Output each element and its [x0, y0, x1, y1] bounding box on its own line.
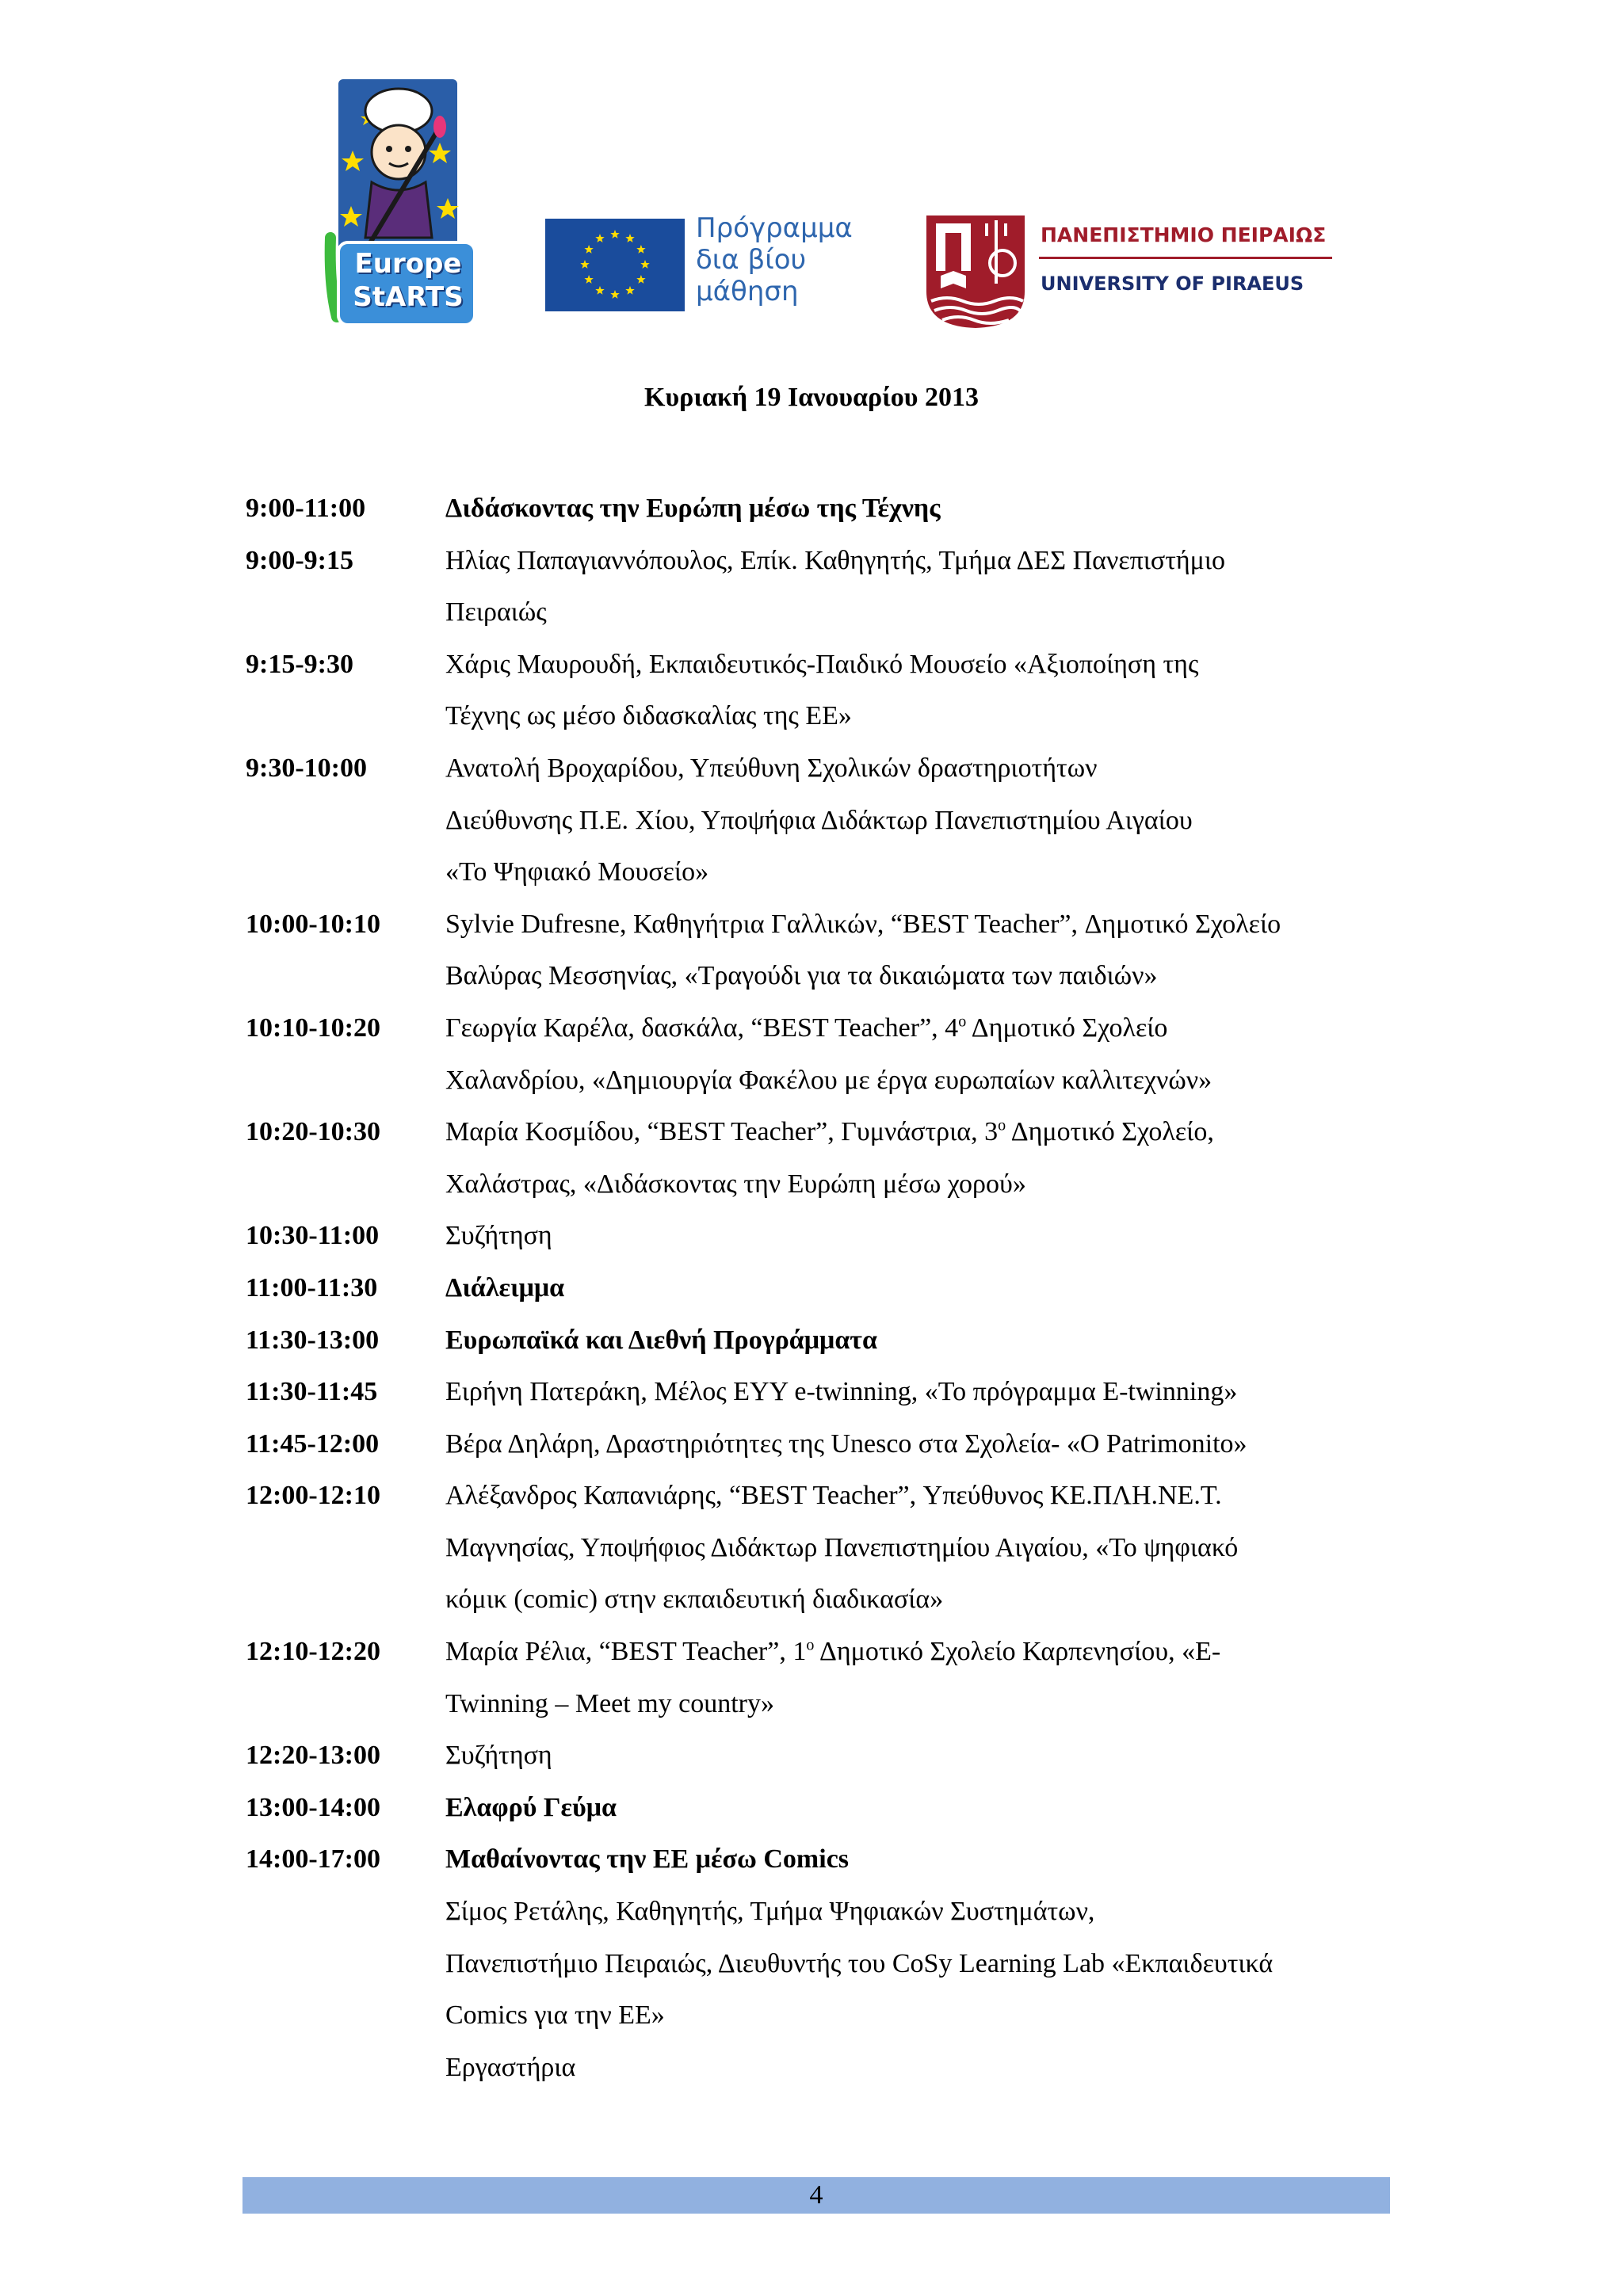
- schedule-line: Χάρις Μαυρουδή, Εκπαιδευτικός-Παιδικό Μουσείο «Αξιοποίηση της: [445, 649, 1199, 679]
- schedule-time: 12:10-12:20: [246, 1637, 380, 1667]
- schedule-entry: [246, 742, 1411, 898]
- schedule-line: Βέρα Δηλάρη, Δραστηριότητες της Unesco στα Σχολεία- «O Patrimonito»: [445, 1428, 1247, 1459]
- schedule-line: Χαλάστρας, «Διδάσκοντας την Ευρώπη μέσω χορού»: [445, 1169, 1026, 1199]
- page-number: 4: [809, 2180, 823, 2210]
- schedule-description: [445, 535, 1411, 639]
- schedule-entry: [246, 1782, 1411, 1834]
- llp-line-3: μάθηση: [696, 276, 799, 307]
- schedule-description: [445, 1002, 1411, 1106]
- schedule-line: Ηλίας Παπαγιαννόπουλος, Επίκ. Καθηγητής, Τμήμα ΔΕΣ Πανεπιστήμιο: [445, 545, 1226, 575]
- ordinal-superscript: ο: [998, 1116, 1006, 1135]
- schedule-time: 10:30-11:00: [246, 1221, 380, 1251]
- schedule-line: Πειραιώς: [445, 597, 547, 627]
- schedule-entry: [246, 1210, 1411, 1262]
- university-name-english: UNIVERSITY OF PIRAEUS: [1041, 273, 1304, 295]
- schedule-line: Ανατολή Βροχαρίδου, Υπεύθυνη Σχολικών δραστηριοτήτων: [445, 753, 1098, 783]
- schedule-entry: [246, 1366, 1411, 1418]
- day-heading: Κυριακή 19 Ιανουαρίου 2013: [644, 383, 979, 412]
- schedule-description: [445, 1418, 1411, 1470]
- schedule-entry: [246, 1002, 1411, 1106]
- schedule-line: Διεύθυνσης Π.Ε. Χίου, Υποψήφια Διδάκτωρ Πανεπιστημίου Αιγαίου: [445, 805, 1193, 835]
- schedule-table: [246, 482, 1411, 2093]
- schedule-entry: [246, 1262, 1411, 1314]
- schedule-entry: [246, 1626, 1411, 1730]
- schedule-line: Ευρωπαϊκά και Διεθνή Προγράμματα: [445, 1325, 877, 1355]
- line-text-before: Μαρία Ρέλια, “BEST Teacher”, 1: [445, 1637, 807, 1667]
- line-text-after: Δημοτικό Σχολείο: [966, 1013, 1168, 1043]
- schedule-line: Τέχνης ως μέσο διδασκαλίας της ΕΕ»: [445, 701, 852, 731]
- schedule-description: [445, 1470, 1411, 1626]
- schedule-line: Ελαφρύ Γεύμα: [445, 1792, 617, 1822]
- schedule-description: [445, 1106, 1411, 1210]
- schedule-line: Twinning – Meet my country»: [445, 1688, 775, 1718]
- schedule-description: [445, 1730, 1411, 1782]
- schedule-description: [445, 1210, 1411, 1262]
- schedule-description: [445, 1262, 1411, 1314]
- schedule-description: [445, 1833, 1411, 1886]
- schedule-time: 10:20-10:30: [246, 1117, 380, 1147]
- schedule-time: 14:00-17:00: [246, 1844, 380, 1875]
- schedule-line: Comics για την ΕΕ»: [445, 2000, 665, 2031]
- schedule-line: Συζήτηση: [445, 1741, 552, 1771]
- llp-line-2: δια βίου: [696, 244, 807, 276]
- schedule-entry: [246, 1106, 1411, 1210]
- schedule-time: 12:00-12:10: [246, 1481, 380, 1511]
- schedule-line: Διάλειμμα: [445, 1272, 565, 1302]
- schedule-description: [445, 1782, 1411, 1834]
- line-text-after: Δημοτικό Σχολείο Καρπενησίου, «E-: [814, 1637, 1221, 1667]
- logo-word-europe: Europe: [354, 248, 462, 280]
- schedule-time: 9:30-10:00: [246, 753, 367, 783]
- schedule-line: κόμικ (comic) στην εκπαιδευτική διαδικασία»: [445, 1585, 944, 1615]
- schedule-time: 12:20-13:00: [246, 1741, 380, 1771]
- schedule-time: 10:00-10:10: [246, 909, 380, 939]
- university-of-piraeus-logo: [923, 212, 1335, 330]
- schedule-line: Διδάσκοντας την Ευρώπη μέσω της Τέχνης: [445, 494, 941, 523]
- schedule-time: 9:00-11:00: [246, 494, 366, 523]
- schedule-description: [445, 898, 1411, 1002]
- schedule-line: Sylvie Dufresne, Καθηγήτρια Γαλλικών, “BEST Teacher”, Δημοτικό Σχολείο: [445, 909, 1281, 939]
- schedule-description: [445, 1314, 1411, 1367]
- schedule-description: [445, 482, 1411, 535]
- llp-line-1: Πρόγραμμα: [696, 212, 853, 244]
- schedule-time: 9:00-9:15: [246, 545, 353, 575]
- line-text-after: Δημοτικό Σχολείο,: [1006, 1117, 1214, 1147]
- schedule-line: [445, 1106, 1411, 1158]
- schedule-description: [445, 1626, 1411, 1730]
- schedule-time: 11:00-11:30: [246, 1272, 378, 1302]
- schedule-line: Πανεπιστήμιο Πειραιώς, Διευθυντής του CoSy Learning Lab «Εκπαιδευτικά: [445, 1948, 1274, 1978]
- schedule-description: [445, 639, 1411, 742]
- schedule-time: 11:30-13:00: [246, 1325, 380, 1355]
- schedule-entry: [246, 1886, 1411, 2093]
- schedule-time: 11:45-12:00: [246, 1428, 380, 1459]
- line-text-before: Γεωργία Καρέλα, δασκάλα, “BEST Teacher”, 4: [445, 1013, 959, 1043]
- schedule-line: Μαθαίνοντας την ΕΕ μέσω Comics: [445, 1844, 850, 1875]
- schedule-time: [246, 1886, 445, 2093]
- schedule-entry: [246, 898, 1411, 1002]
- europe-starts-wordmark: [345, 247, 472, 314]
- schedule-entry: [246, 1314, 1411, 1367]
- schedule-line: Εργαστήρια: [445, 2052, 576, 2082]
- schedule-line: Ειρήνη Πατεράκη, Μέλος ΕΥΥ e-twinning, «Το πρόγραμμα E-twinning»: [445, 1377, 1238, 1407]
- schedule-entry: [246, 639, 1411, 742]
- schedule-entry: [246, 1418, 1411, 1470]
- line-text-before: Μαρία Κοσμίδου, “BEST Teacher”, Γυμνάστρια, 3: [445, 1117, 999, 1147]
- schedule-description: [445, 1886, 1411, 2093]
- ordinal-superscript: ο: [806, 1636, 815, 1654]
- schedule-time: 11:30-11:45: [246, 1377, 378, 1407]
- schedule-entry: [246, 1833, 1411, 1886]
- university-name-greek: ΠΑΝΕΠΙΣΤΗΜΙΟ ΠΕΙΡΑΙΩΣ: [1041, 223, 1327, 246]
- schedule-entry: [246, 482, 1411, 535]
- schedule-entry: [246, 1730, 1411, 1782]
- ordinal-superscript: ο: [958, 1013, 967, 1031]
- schedule-description: [445, 1366, 1411, 1418]
- schedule-line: Σίμος Ρετάλης, Καθηγητής, Τμήμα Ψηφιακών Συστημάτων,: [445, 1897, 1095, 1927]
- lifelong-learning-logo: [545, 212, 858, 315]
- schedule-line: Αλέξανδρος Καπανιάρης, “BEST Teacher”, Υπεύθυνος ΚΕ.ΠΛΗ.ΝΕ.Τ.: [445, 1481, 1222, 1511]
- lifelong-learning-text: [696, 212, 853, 307]
- piraeus-shield-icon: [923, 212, 1028, 330]
- eu-flag-icon: [545, 219, 685, 311]
- schedule-line: Μαγνησίας, Υποψήφιος Διδάκτωρ Πανεπιστημίου Αιγαίου, «Το ψηφιακό: [445, 1532, 1239, 1562]
- schedule-time: 10:10-10:20: [246, 1013, 380, 1043]
- schedule-line: Συζήτηση: [445, 1221, 552, 1251]
- logo-divider: [1039, 257, 1332, 259]
- schedule-line: Βαλύρας Μεσσηνίας, «Τραγούδι για τα δικαιώματα των παιδιών»: [445, 961, 1158, 991]
- schedule-line: [445, 1002, 1411, 1055]
- schedule-description: [445, 742, 1411, 898]
- schedule-line: [445, 1626, 1411, 1678]
- schedule-entry: [246, 535, 1411, 639]
- schedule-entry: [246, 1470, 1411, 1626]
- schedule-time: 9:15-9:30: [246, 649, 353, 679]
- schedule-line: «Το Ψηφιακό Μουσείο»: [445, 857, 709, 887]
- europe-starts-logo: [321, 79, 476, 326]
- logo-word-starts: StARTS: [353, 281, 464, 313]
- schedule-line: Χαλανδρίου, «Δημιουργία Φακέλου με έργα ευρωπαίων καλλιτεχνών»: [445, 1065, 1212, 1095]
- schedule-time: 13:00-14:00: [246, 1792, 380, 1822]
